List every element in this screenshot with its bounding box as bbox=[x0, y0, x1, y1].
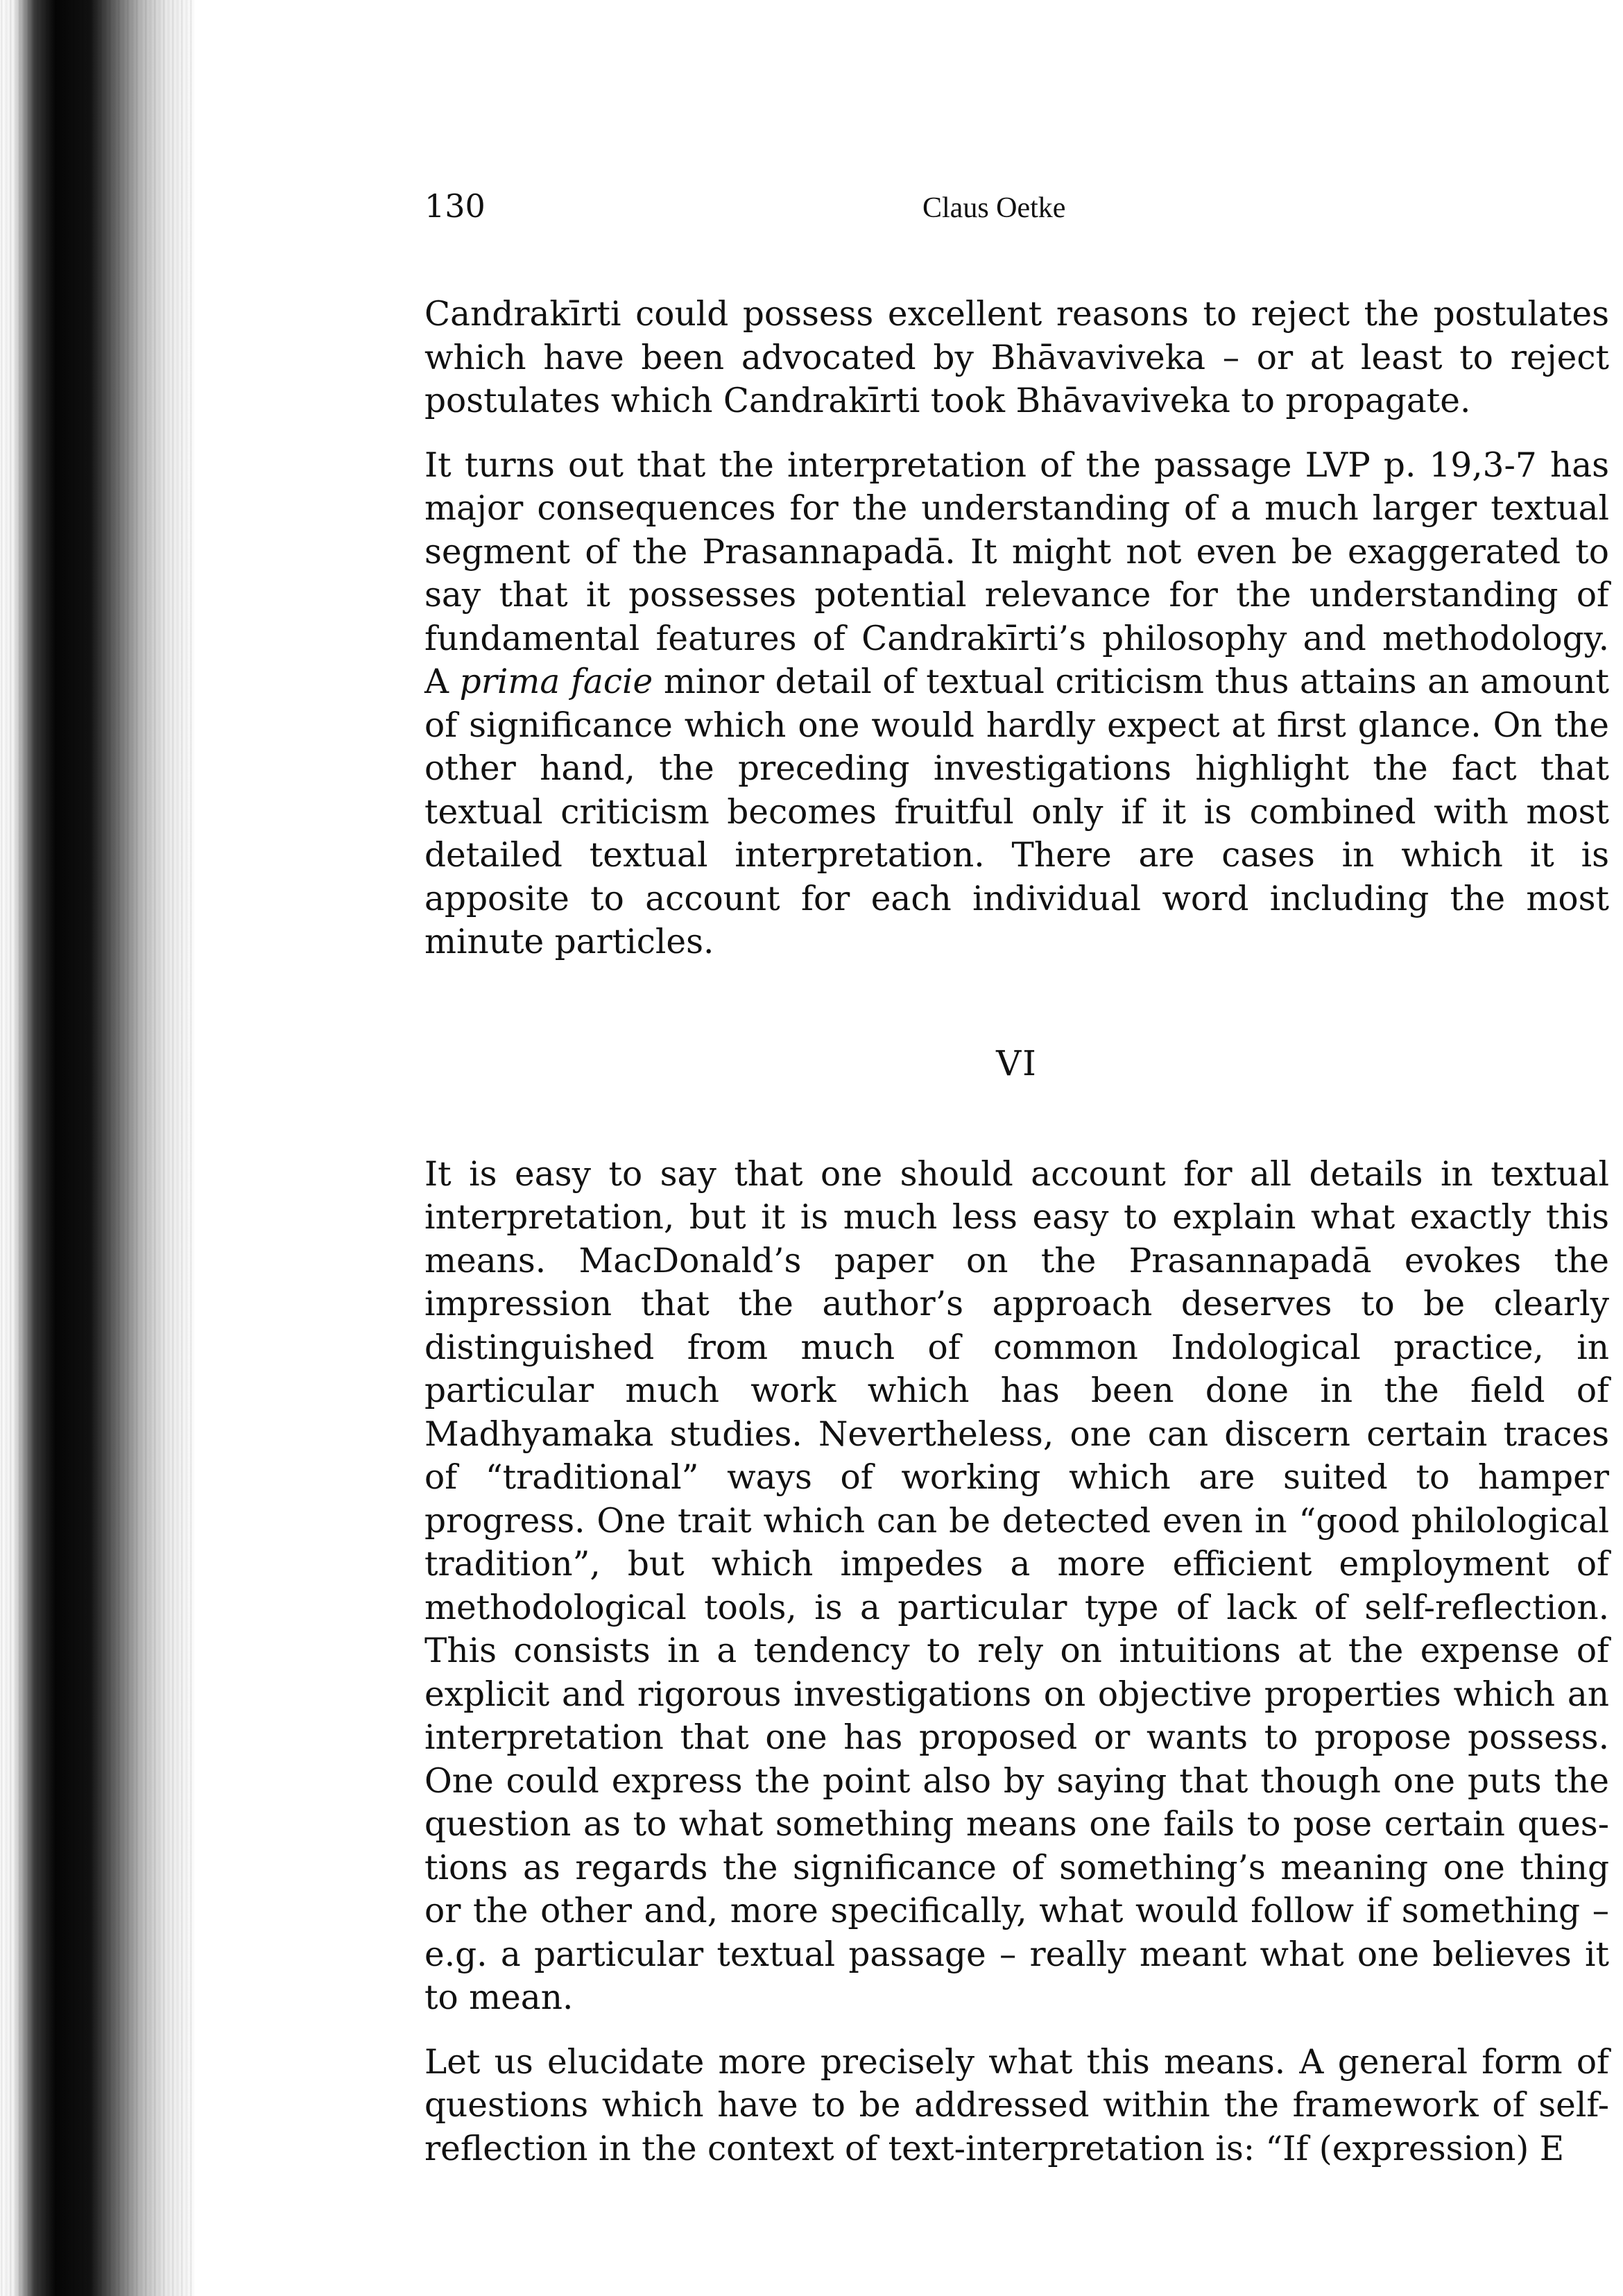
paragraph-2-text-a: It turns out that the interpretation of the passage LVP p. 19,3-7 has major consequences for the understanding of a much larger textual segment of the Prasannapadā. It might not even be exaggerated to say that it possesses potential relevance for the understanding of fundamental features of Candrakīrti’s philosophy and methodology. A bbox=[424, 445, 1609, 701]
book-page bbox=[424, 182, 1609, 2170]
body-text bbox=[424, 293, 1609, 2170]
section-heading: VI bbox=[996, 1043, 1038, 1083]
running-title: Claus Oetke bbox=[922, 192, 1066, 224]
paragraph-3: It is easy to say that one should account for all details in textual interpretation, but it is much less easy to explain what exactly this means. MacDonald’s paper on the Prasannapadā evokes the impression that the author’s approach deserves to be clearly distinguished from much of common Indological practice, in particular much work which has been done in the field of Madhyamaka studies. Nevertheless, one can discern certain traces of “traditional” ways of working which are suited to hamper progress. One trait which can be detected even in “good philological tradition”, but which impedes a more efficient employment of methodological tools, is a particular type of lack of self-reflection. This consists in a tendency to rely on intuitions at the expense of explicit and rigorous investigations on objective properties which an interpretation that one has proposed or wants to propose possess. One could express the point also by saying that though one puts the question as to what something means one fails to pose certain questions as regards the significance of something’s meaning one thing or the other and, more specifically, what would follow if something – e.g. a particular textual passage – really meant what one believes it to mean. bbox=[424, 1154, 1609, 2017]
paragraph-2-text-b: minor detail of textual criticism thus attains an amount of significance which one would hardly expect at first glance. On the other hand, the preceding investigations highlight the fact that textual criticism becomes fruitful only if it is combined with most detailed textual interpretation. There are cases in which it is apposite to account for each individual word including the most minute particles. bbox=[424, 662, 1609, 961]
book-binding-shadow bbox=[0, 0, 194, 2296]
page-number: 130 bbox=[424, 187, 486, 225]
running-head bbox=[424, 182, 1609, 237]
paragraph-1: Candrakīrti could possess excellent reasons to reject the postulates which have been advocated by Bhāvaviveka – or at least to reject postulates which Candrakīrti took Bhāvaviveka to propagate. bbox=[424, 295, 1609, 420]
italic-phrase-prima-facie: prima facie bbox=[459, 662, 653, 701]
paragraph-4: Let us elucidate more precisely what this means. A general form of questions which have to be addressed within the framework of self-reflection in the context of text-interpretation is: “If (expression) E bbox=[424, 2042, 1609, 2168]
paragraph-2 bbox=[424, 444, 1609, 964]
